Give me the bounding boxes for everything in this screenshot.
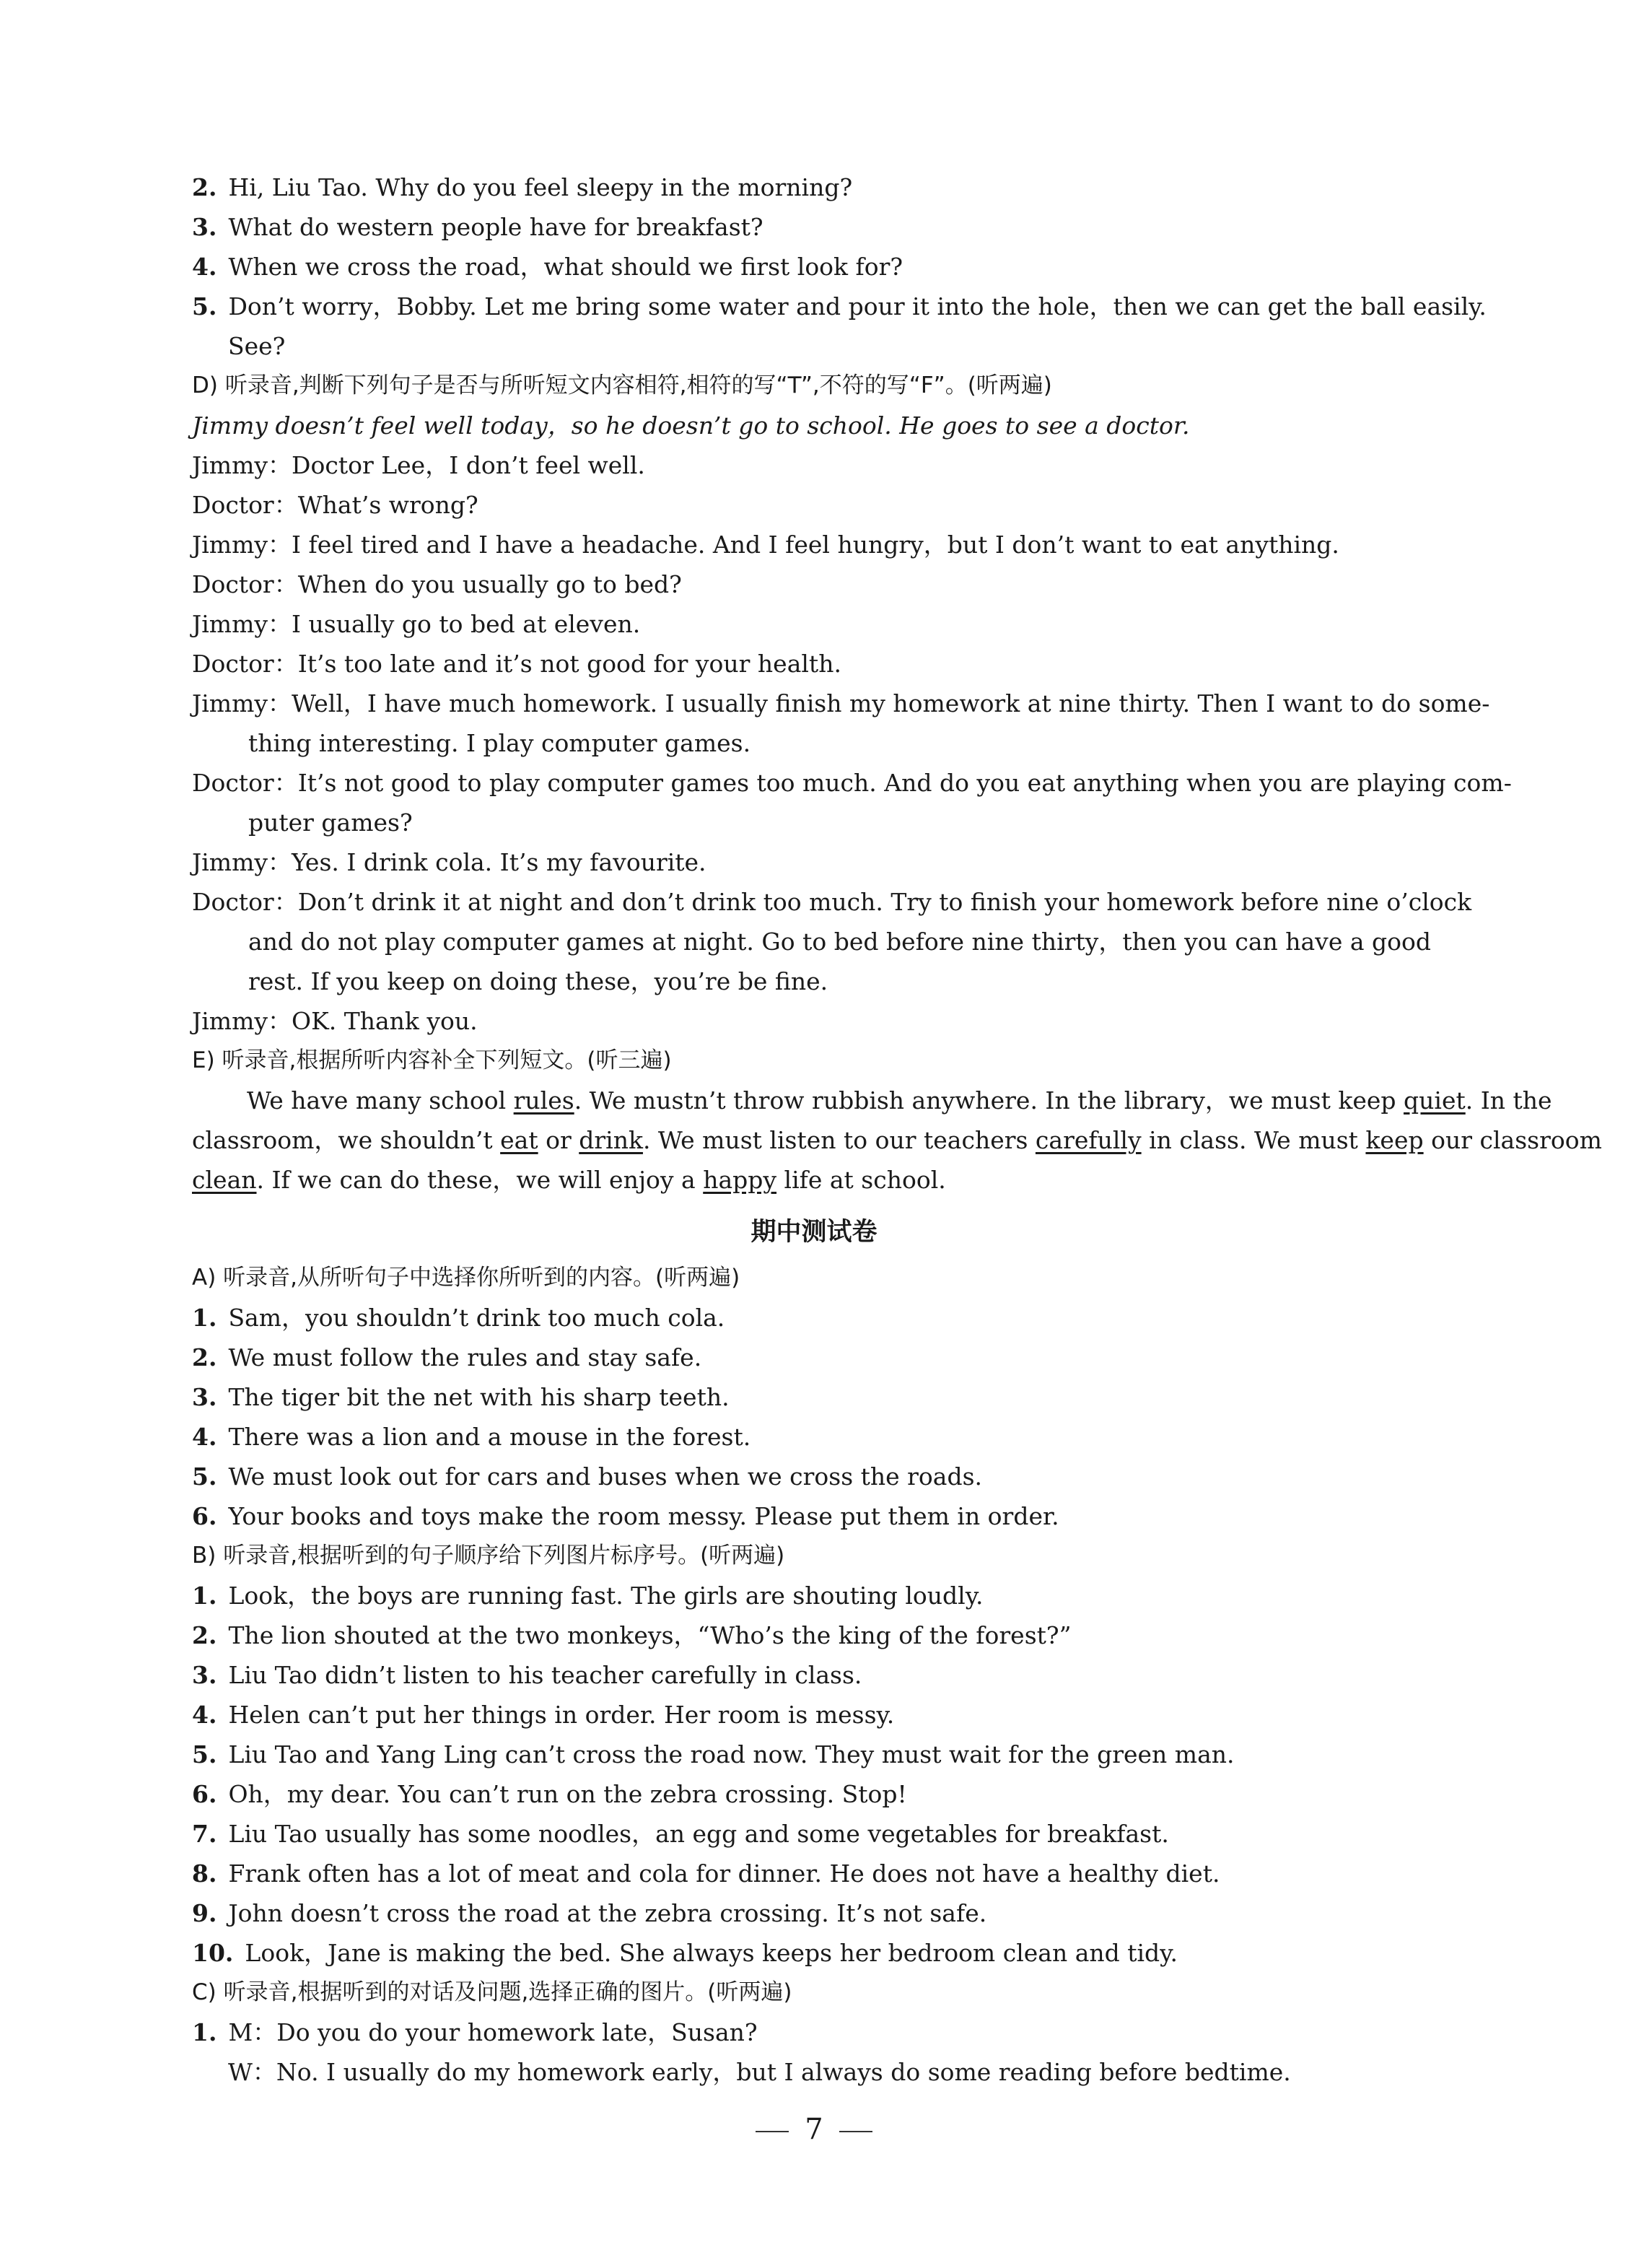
section-d-intro: Jimmy doesn’t feel well today，so he doesn’t go to school. He goes to see a doctor. bbox=[192, 411, 1190, 440]
question-3: 3. What do western people have for breakfast? bbox=[192, 213, 763, 241]
speaker-label: Doctor： bbox=[192, 888, 298, 916]
dialogue-line: Jimmy：Well，I have much homework. I usually finish my homework at nine thirty. Then I want to do some- bbox=[192, 684, 1436, 723]
list-item: 5. Liu Tao and Yang Ling can’t cross the road now. They must wait for the green man. bbox=[192, 1740, 1235, 1768]
speaker-label: Jimmy： bbox=[192, 610, 292, 638]
midterm-section-a-heading: A) 听录音,从所听句子中选择你所听到的内容。(听两遍) bbox=[192, 1265, 740, 1291]
answer-blank: rules bbox=[513, 1086, 574, 1115]
question-4: 4. When we cross the road，what should we first look for? bbox=[192, 253, 903, 281]
speaker-label: Jimmy： bbox=[192, 531, 292, 559]
dialogue-line: 1. M：Do you do your homework late，Susan? bbox=[192, 2018, 758, 2046]
speaker-label: Doctor： bbox=[192, 769, 298, 797]
list-item: 1. Look，the boys are running fast. The girls are shouting loudly. bbox=[192, 1582, 984, 1610]
answer-blank: clean bbox=[192, 1166, 257, 1194]
dialogue-line-continued: and do not play computer games at night. Go to bed before nine thirty，then you can have a good bbox=[248, 928, 1431, 956]
list-item: 3. The tiger bit the net with his sharp teeth. bbox=[192, 1383, 730, 1411]
answer-blank: happy bbox=[703, 1166, 777, 1194]
list-item: 6. Oh，my dear. You can’t run on the zebra crossing. Stop! bbox=[192, 1780, 907, 1808]
list-item: 3. Liu Tao didn’t listen to his teacher carefully in class. bbox=[192, 1661, 862, 1689]
dialogue-line: Jimmy：Yes. I drink cola. It’s my favourite. bbox=[192, 842, 1436, 882]
list-item: 4. There was a lion and a mouse in the forest. bbox=[192, 1423, 751, 1451]
dialogue-line: Jimmy：OK. Thank you. bbox=[192, 1001, 1436, 1041]
list-item: 2. The lion shouted at the two monkeys，“Who’s the king of the forest?” bbox=[192, 1621, 1072, 1649]
speaker-label: Jimmy： bbox=[192, 1007, 292, 1035]
midterm-section-b-heading: B) 听录音,根据听到的句子顺序给下列图片标序号。(听两遍) bbox=[192, 1543, 785, 1569]
dash-left bbox=[756, 2131, 789, 2132]
answer-blank: keep bbox=[1365, 1126, 1424, 1154]
list-item: 1. Sam，you shouldn’t drink too much cola. bbox=[192, 1304, 725, 1332]
answer-blank: carefully bbox=[1035, 1126, 1142, 1154]
midterm-title: 期中测试卷 bbox=[750, 1218, 878, 1247]
list-item: 4. Helen can’t put her things in order. Her room is messy. bbox=[192, 1701, 895, 1729]
dialogue-line: Doctor：It’s not good to play computer games too much. And do you eat anything when you are playing com- bbox=[192, 763, 1436, 803]
midterm-section-c-heading: C) 听录音,根据听到的对话及问题,选择正确的图片。(听两遍) bbox=[192, 1979, 792, 2005]
speaker-label: Jimmy： bbox=[192, 451, 292, 479]
section-e-heading: E) 听录音,根据所听内容补全下列短文。(听三遍) bbox=[192, 1047, 672, 1073]
dialogue-line: Jimmy：I usually go to bed at eleven. bbox=[192, 604, 1436, 644]
section-e-paragraph-line-3: clean. If we can do these，we will enjoy a happy life at school. bbox=[192, 1166, 946, 1194]
question-2: 2. Hi, Liu Tao. Why do you feel sleepy in the morning? bbox=[192, 173, 853, 201]
list-item: 9. John doesn’t cross the road at the zebra crossing. It’s not safe. bbox=[192, 1899, 987, 1927]
dialogue-line-continued: thing interesting. I play computer games. bbox=[248, 729, 751, 757]
dialogue-line: W：No. I usually do my homework early，but I always do some reading before bedtime. bbox=[228, 2058, 1291, 2086]
list-item: 10. Look，Jane is making the bed. She always keeps her bedroom clean and tidy. bbox=[192, 1939, 1178, 1967]
dialogue-line: Jimmy：I feel tired and I have a headache. And I feel hungry，but I don’t want to eat anything. bbox=[192, 525, 1436, 564]
speaker-label: Doctor： bbox=[192, 570, 298, 598]
page-number: 7 bbox=[0, 2108, 1628, 2151]
list-item: 2. We must follow the rules and stay safe. bbox=[192, 1343, 702, 1371]
dialogue-line: Jimmy：Doctor Lee，I don’t feel well. bbox=[192, 445, 1436, 485]
dialogue-line: Doctor：It’s too late and it’s not good for your health. bbox=[192, 644, 1436, 684]
section-e-paragraph-line-2: classroom，we shouldn’t eat or drink. We must listen to our teachers carefully in class. We must keep our classroom bbox=[192, 1126, 1602, 1154]
section-e-paragraph-line-1: We have many school rules. We mustn’t throw rubbish anywhere. In the library，we must keep quiet. In the bbox=[247, 1086, 1552, 1115]
list-item: 8. Frank often has a lot of meat and cola for dinner. He does not have a healthy diet. bbox=[192, 1859, 1220, 1888]
question-5: 5. Don’t worry，Bobby. Let me bring some water and pour it into the hole，then we can get the ball easily. bbox=[192, 292, 1487, 320]
dialogue-line: Doctor：When do you usually go to bed? bbox=[192, 564, 1436, 604]
dialogue-line-continued: rest. If you keep on doing these，you’re be fine. bbox=[248, 967, 828, 995]
list-item: 7. Liu Tao usually has some noodles，an egg and some vegetables for breakfast. bbox=[192, 1820, 1169, 1848]
dash-right bbox=[839, 2131, 872, 2132]
answer-blank: eat bbox=[500, 1126, 538, 1154]
speaker-label: Jimmy： bbox=[192, 848, 292, 876]
dialogue-line: Doctor：What’s wrong? bbox=[192, 485, 1436, 525]
speaker-label: Doctor： bbox=[192, 650, 298, 678]
answer-blank: quiet bbox=[1404, 1086, 1466, 1115]
list-item: 5. We must look out for cars and buses when we cross the roads. bbox=[192, 1462, 983, 1491]
section-d-heading: D) 听录音,判断下列句子是否与所听短文内容相符,相符的写“T”,不符的写“F”。(听两遍) bbox=[192, 372, 1052, 398]
dialogue-line-continued: puter games? bbox=[248, 808, 413, 837]
speaker-label: Doctor： bbox=[192, 491, 298, 519]
dialogue-line: Doctor：Don’t drink it at night and don’t drink too much. Try to finish your homework before nine o’clock bbox=[192, 882, 1436, 922]
speaker-label: Jimmy： bbox=[192, 689, 292, 718]
question-5-continued: See? bbox=[228, 332, 286, 360]
answer-blank: drink bbox=[579, 1126, 643, 1154]
list-item: 6. Your books and toys make the room messy. Please put them in order. bbox=[192, 1502, 1059, 1530]
